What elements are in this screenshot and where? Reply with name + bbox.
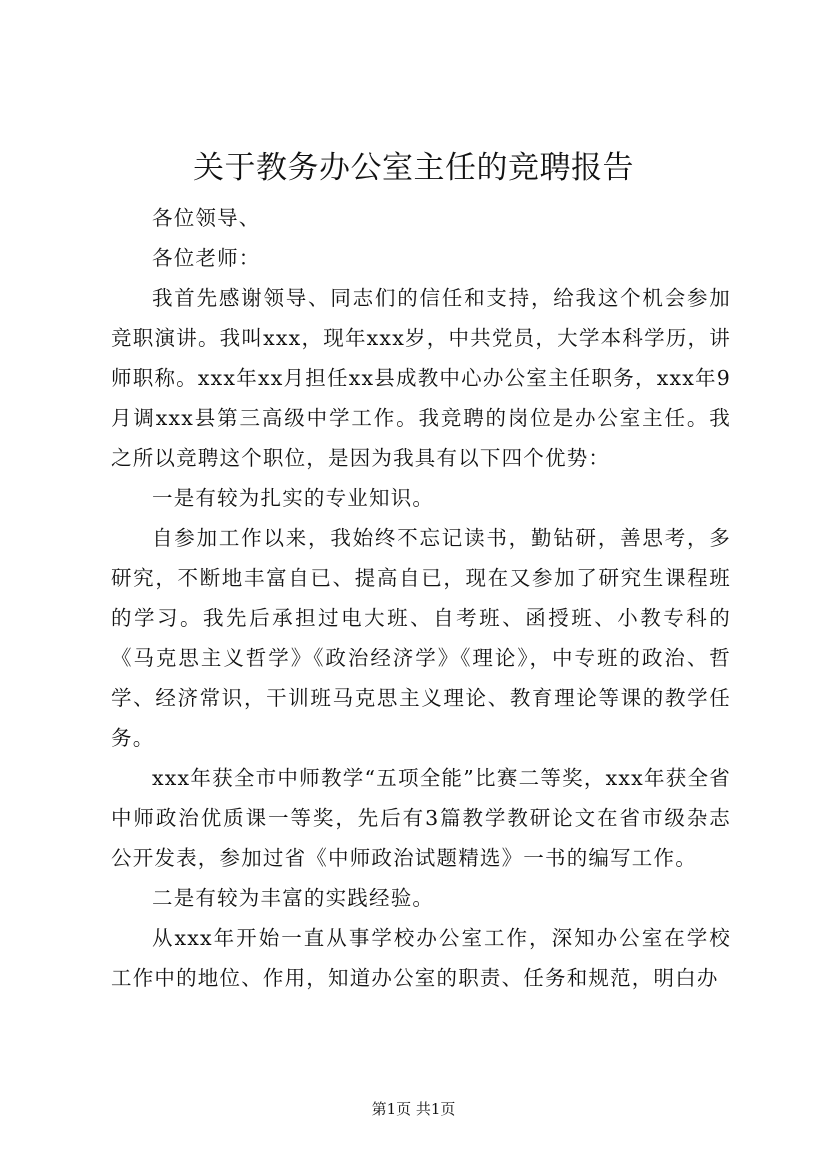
paragraph-office-experience: 从xxx年开始一直从事学校办公室工作，深知办公室在学校工作中的地位、作用，知道办公室的职责、任务和规范，明白办 xyxy=(111,926,731,990)
document-title: 关于教务办公室主任的竞聘报告 xyxy=(193,150,634,186)
document-body xyxy=(111,198,731,998)
paragraph-study-and-teaching: 自参加工作以来，我始终不忘记读书，勤钻研，善思考，多研究，不断地丰富自已、提高自已，现在又参加了研究生课程班的学习。我先后承担过电大班、自考班、函授班、小教专科的《马克思主义哲学》《政治经济学》《理论》，中专班的政治、哲学、经济常识，干训班马克思主义理论、教育理论等课的教学任务。 xyxy=(111,526,731,750)
salutation-teachers: 各位老师： xyxy=(152,246,261,270)
page-footer: 第1页 共1页 xyxy=(371,1100,456,1118)
salutation-leaders: 各位领导、 xyxy=(152,206,261,230)
heading-advantage-two: 二是有较为丰富的实践经验。 xyxy=(152,886,435,910)
paragraph-introduction: 我首先感谢领导、同志们的信任和支持，给我这个机会参加竞职演讲。我叫xxx，现年xxx岁，中共党员，大学本科学历，讲师职称。xxx年xx月担任xx县成教中心办公室主任职务，xxx年9月调xxx县第三高级中学工作。我竞聘的岗位是办公室主任。我之所以竞聘这个职位，是因为我具有以下四个优势： xyxy=(111,286,731,470)
paragraph-awards: xxx年获全市中师教学“五项全能”比赛二等奖，xxx年获全省中师政治优质课一等奖，先后有3篇教学教研论文在省市级杂志公开发表，参加过省《中师政治试题精选》一书的编写工作。 xyxy=(111,766,731,870)
heading-advantage-one: 一是有较为扎实的专业知识。 xyxy=(152,486,435,510)
